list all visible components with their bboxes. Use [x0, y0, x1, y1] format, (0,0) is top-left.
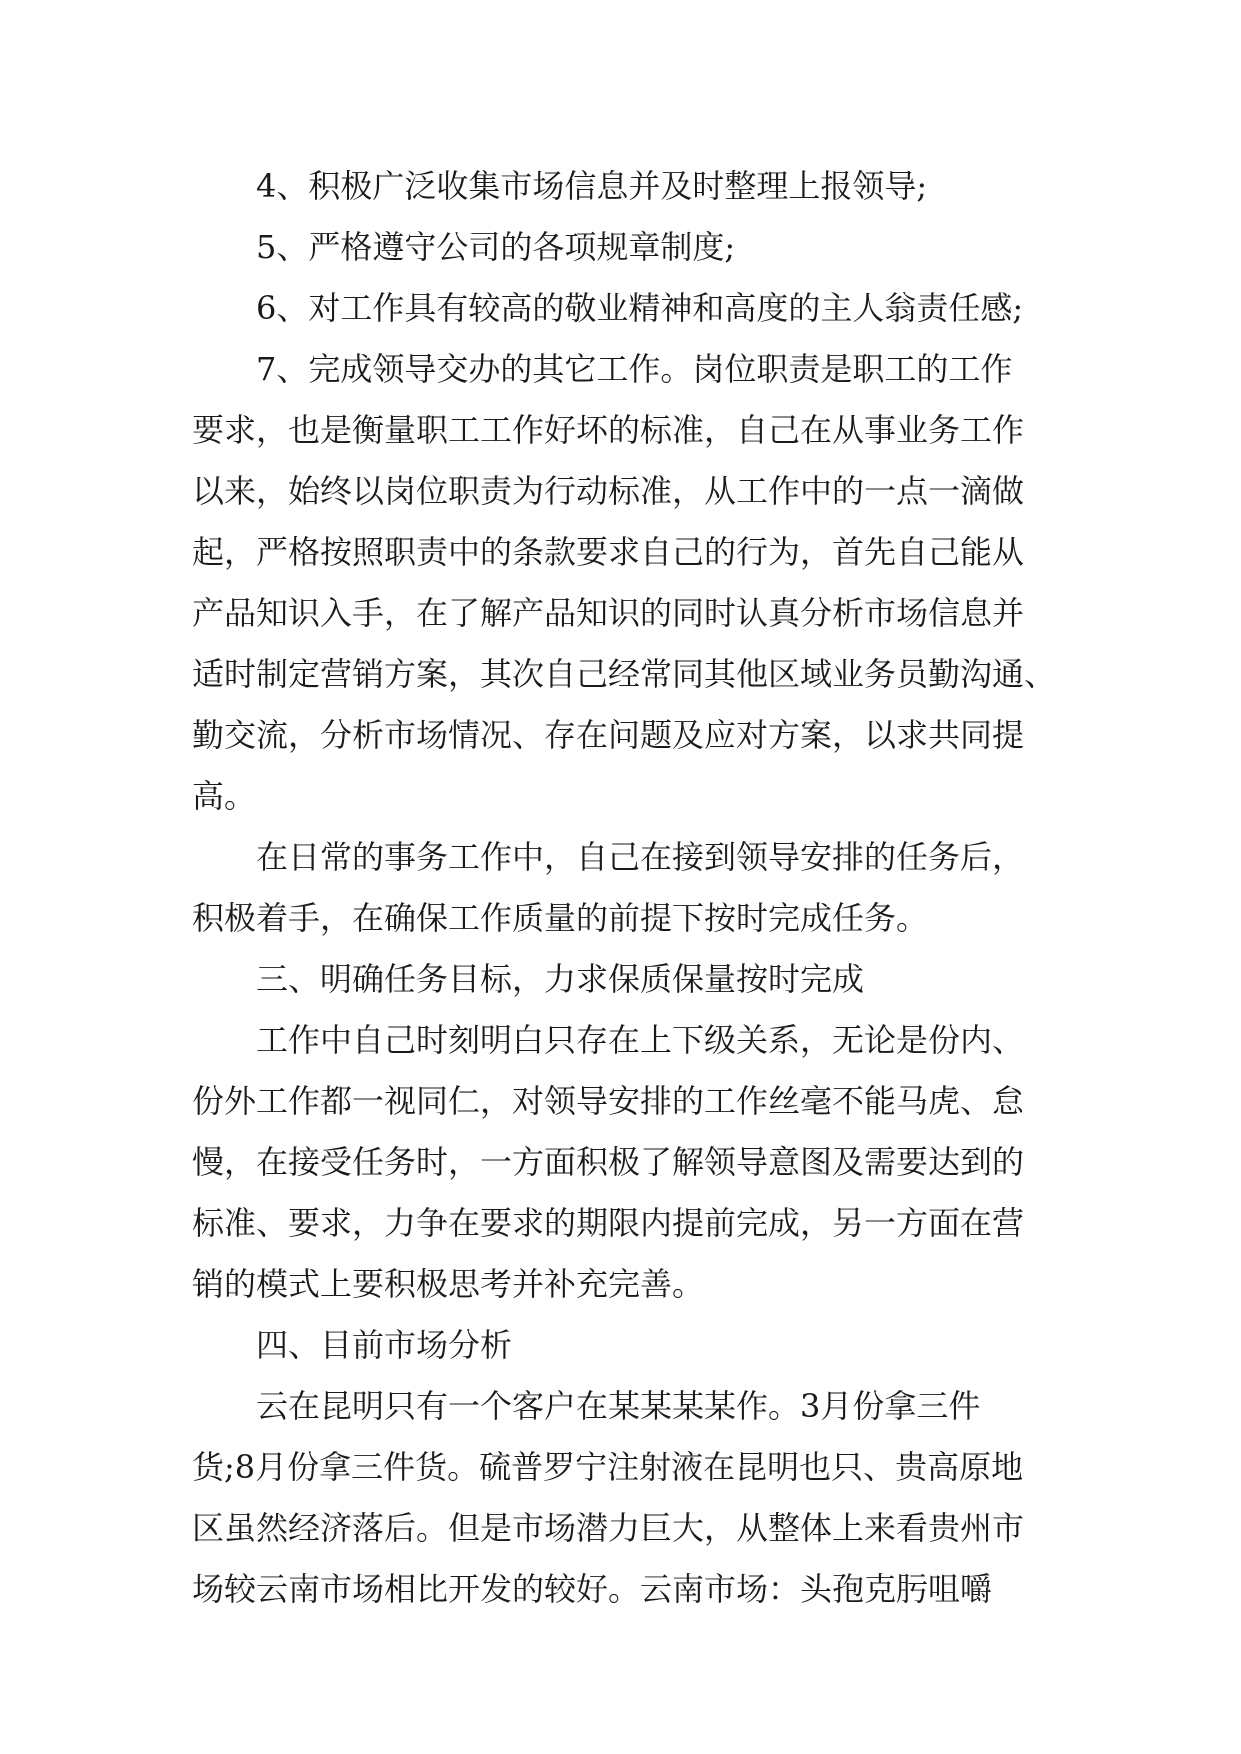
body-line: 销的模式上要积极思考并补充完善。	[192, 1265, 705, 1303]
body-line: 4、积极广泛收集市场信息并及时整理上报领导;	[256, 167, 928, 205]
body-line: 慢，在接受任务时，一方面积极了解领导意图及需要达到的	[192, 1143, 1025, 1181]
body-line: 场较云南市场相比开发的较好。云南市场：头孢克肟咀嚼	[192, 1570, 993, 1608]
body-line: 适时制定营销方案，其次自己经常同其他区域业务员勤沟通、	[192, 655, 1057, 693]
section-heading: 三、明确任务目标，力求保质保量按时完成	[256, 960, 865, 998]
body-line: 份外工作都一视同仁，对领导安排的工作丝毫不能马虎、怠	[192, 1082, 1025, 1120]
document-body	[192, 156, 1057, 1620]
body-line: 勤交流，分析市场情况、存在问题及应对方案，以求共同提	[192, 716, 1025, 754]
body-line: 高。	[192, 777, 257, 815]
body-line: 6、对工作具有较高的敬业精神和高度的主人翁责任感;	[256, 289, 1024, 327]
body-line: 5、严格遵守公司的各项规章制度;	[256, 228, 736, 266]
body-line: 区虽然经济落后。但是市场潜力巨大，从整体上来看贵州市	[192, 1509, 1025, 1547]
body-line: 云在昆明只有一个客户在某某某某作。3月份拿三件	[256, 1387, 981, 1425]
body-line: 起，严格按照职责中的条款要求自己的行为，首先自己能从	[192, 533, 1025, 571]
body-line: 以来，始终以岗位职责为行动标准，从工作中的一点一滴做	[192, 472, 1025, 510]
body-line: 工作中自己时刻明白只存在上下级关系，无论是份内、	[256, 1021, 1025, 1059]
body-line: 标准、要求，力争在要求的期限内提前完成，另一方面在营	[192, 1204, 1025, 1242]
body-line: 货;8月份拿三件货。硫普罗宁注射液在昆明也只、贵高原地	[192, 1448, 1024, 1486]
body-line: 7、完成领导交办的其它工作。岗位职责是职工的工作	[256, 350, 1013, 388]
body-line: 在日常的事务工作中，自己在接到领导安排的任务后，	[256, 838, 1025, 876]
body-line: 积极着手，在确保工作质量的前提下按时完成任务。	[192, 899, 929, 937]
body-line: 要求，也是衡量职工工作好坏的标准，自己在从事业务工作	[192, 411, 1025, 449]
section-heading: 四、目前市场分析	[256, 1326, 513, 1364]
body-line: 产品知识入手，在了解产品知识的同时认真分析市场信息并	[192, 594, 1025, 632]
